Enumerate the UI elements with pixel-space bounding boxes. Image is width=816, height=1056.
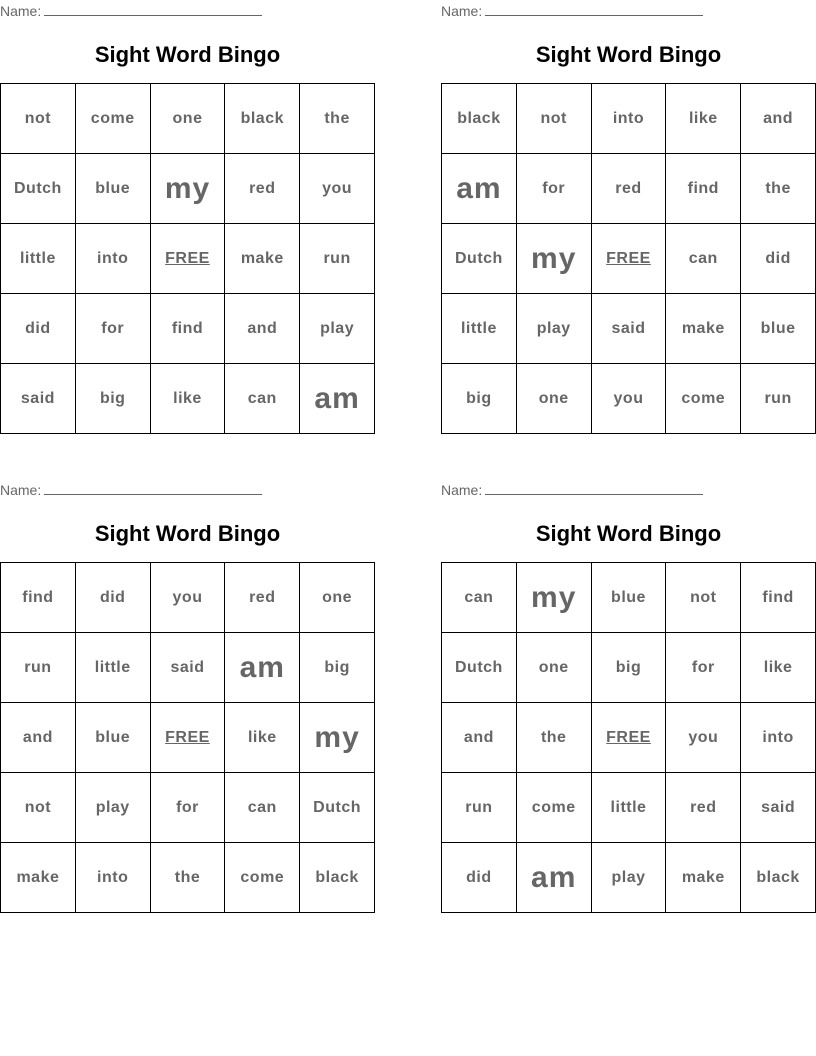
bingo-grid — [0, 83, 375, 434]
bingo-cell[interactable]: make — [666, 294, 741, 364]
bingo-cell[interactable]: not — [1, 773, 76, 843]
bingo-cell[interactable]: run — [442, 773, 517, 843]
bingo-cell[interactable]: blue — [741, 294, 816, 364]
card-title: Sight Word Bingo — [535, 521, 722, 546]
bingo-cell[interactable]: black — [300, 843, 375, 913]
bingo-cell[interactable]: make — [225, 224, 300, 294]
bingo-grid — [441, 562, 816, 913]
name-field[interactable] — [441, 482, 703, 498]
bingo-cell[interactable]: Dutch — [442, 224, 517, 294]
bingo-cell[interactable]: red — [666, 773, 741, 843]
name-label: Name: — [0, 482, 42, 498]
bingo-cell[interactable]: the — [741, 154, 816, 224]
name-field[interactable] — [0, 482, 262, 498]
bingo-cell[interactable]: into — [76, 843, 151, 913]
bingo-cell[interactable]: and — [1, 703, 76, 773]
card-title: Sight Word Bingo — [94, 42, 281, 67]
card-title: Sight Word Bingo — [535, 42, 722, 67]
bingo-cell[interactable]: like — [666, 84, 741, 154]
bingo-cell[interactable]: Dutch — [442, 633, 517, 703]
name-field[interactable] — [0, 3, 262, 19]
bingo-cell[interactable]: not — [517, 84, 592, 154]
bingo-cell[interactable]: my — [517, 563, 592, 633]
bingo-cell[interactable]: you — [666, 703, 741, 773]
bingo-cell[interactable]: black — [442, 84, 517, 154]
bingo-cell[interactable]: little — [442, 294, 517, 364]
bingo-cell[interactable]: find — [741, 563, 816, 633]
bingo-cell[interactable]: blue — [76, 703, 151, 773]
bingo-cell[interactable]: and — [442, 703, 517, 773]
bingo-cell[interactable]: for — [517, 154, 592, 224]
bingo-cell[interactable]: blue — [76, 154, 151, 224]
bingo-cell[interactable]: little — [1, 224, 76, 294]
card-title: Sight Word Bingo — [94, 521, 281, 546]
name-label: Name: — [441, 482, 483, 498]
bingo-cell[interactable]: and — [741, 84, 816, 154]
bingo-cell[interactable]: for — [666, 633, 741, 703]
bingo-cell[interactable]: the — [300, 84, 375, 154]
bingo-cell[interactable]: black — [225, 84, 300, 154]
bingo-cell[interactable]: come — [225, 843, 300, 913]
bingo-cell[interactable]: did — [1, 294, 76, 364]
bingo-cell[interactable]: play — [300, 294, 375, 364]
bingo-cell[interactable]: can — [225, 773, 300, 843]
bingo-cell[interactable]: my — [300, 703, 375, 773]
bingo-cell[interactable]: said — [1, 364, 76, 434]
bingo-cell[interactable]: little — [76, 633, 151, 703]
bingo-cell[interactable]: big — [76, 364, 151, 434]
bingo-cell[interactable]: can — [225, 364, 300, 434]
bingo-cell[interactable]: run — [1, 633, 76, 703]
bingo-cell[interactable]: find — [1, 563, 76, 633]
bingo-cell[interactable]: am — [442, 154, 517, 224]
bingo-cell[interactable]: not — [666, 563, 741, 633]
bingo-grid — [0, 562, 375, 913]
bingo-card-1 — [0, 0, 376, 435]
bingo-cell[interactable]: play — [76, 773, 151, 843]
name-underline[interactable] — [44, 3, 262, 16]
bingo-cell[interactable]: did — [442, 843, 517, 913]
bingo-cell[interactable]: said — [592, 294, 667, 364]
bingo-cell[interactable]: can — [666, 224, 741, 294]
bingo-cell[interactable]: blue — [592, 563, 667, 633]
name-underline[interactable] — [485, 3, 703, 16]
bingo-cell[interactable]: run — [741, 364, 816, 434]
bingo-card-2 — [441, 0, 816, 435]
bingo-cell[interactable]: not — [1, 84, 76, 154]
bingo-cell[interactable]: said — [151, 633, 226, 703]
name-label: Name: — [0, 3, 42, 19]
bingo-cell[interactable]: for — [76, 294, 151, 364]
bingo-cell[interactable]: play — [592, 843, 667, 913]
bingo-cell[interactable]: one — [517, 633, 592, 703]
bingo-cell[interactable]: you — [592, 364, 667, 434]
bingo-cell[interactable]: am — [517, 843, 592, 913]
bingo-cell[interactable]: Dutch — [1, 154, 76, 224]
bingo-cell[interactable]: red — [225, 154, 300, 224]
bingo-cell[interactable]: you — [300, 154, 375, 224]
bingo-cell[interactable]: one — [151, 84, 226, 154]
bingo-cell[interactable]: my — [151, 154, 226, 224]
name-underline[interactable] — [485, 482, 703, 495]
bingo-cell[interactable]: into — [592, 84, 667, 154]
bingo-cell[interactable]: like — [225, 703, 300, 773]
bingo-cell[interactable]: like — [151, 364, 226, 434]
name-field[interactable] — [441, 3, 703, 19]
bingo-cell[interactable]: the — [517, 703, 592, 773]
bingo-cell[interactable]: come — [76, 84, 151, 154]
bingo-cell[interactable]: red — [225, 563, 300, 633]
bingo-cell[interactable]: come — [517, 773, 592, 843]
free-space[interactable]: FREE — [151, 224, 226, 294]
name-underline[interactable] — [44, 482, 262, 495]
free-space[interactable]: FREE — [151, 703, 226, 773]
bingo-cell[interactable]: into — [741, 703, 816, 773]
free-space[interactable]: FREE — [592, 224, 667, 294]
bingo-cell[interactable]: play — [517, 294, 592, 364]
bingo-cell[interactable]: Dutch — [300, 773, 375, 843]
bingo-cell[interactable]: like — [741, 633, 816, 703]
bingo-cell[interactable]: did — [741, 224, 816, 294]
bingo-cell[interactable]: one — [300, 563, 375, 633]
bingo-cell[interactable]: for — [151, 773, 226, 843]
bingo-cell[interactable]: am — [300, 364, 375, 434]
bingo-cell[interactable]: into — [76, 224, 151, 294]
bingo-cell[interactable]: big — [592, 633, 667, 703]
bingo-cell[interactable]: make — [1, 843, 76, 913]
bingo-cell[interactable]: big — [300, 633, 375, 703]
bingo-cell[interactable]: you — [151, 563, 226, 633]
free-space[interactable]: FREE — [592, 703, 667, 773]
bingo-card-3 — [0, 479, 376, 914]
bingo-cell[interactable]: the — [151, 843, 226, 913]
bingo-cell[interactable]: black — [741, 843, 816, 913]
bingo-cell[interactable]: and — [225, 294, 300, 364]
bingo-cell[interactable]: run — [300, 224, 375, 294]
bingo-cell[interactable]: come — [666, 364, 741, 434]
bingo-card-4 — [441, 479, 816, 914]
bingo-cell[interactable]: little — [592, 773, 667, 843]
bingo-cell[interactable]: said — [741, 773, 816, 843]
bingo-cell[interactable]: big — [442, 364, 517, 434]
name-label: Name: — [441, 3, 483, 19]
bingo-cell[interactable]: my — [517, 224, 592, 294]
bingo-grid — [441, 83, 816, 434]
bingo-cell[interactable]: did — [76, 563, 151, 633]
bingo-cell[interactable]: find — [151, 294, 226, 364]
bingo-cell[interactable]: am — [225, 633, 300, 703]
bingo-cell[interactable]: red — [592, 154, 667, 224]
bingo-cell[interactable]: one — [517, 364, 592, 434]
bingo-cell[interactable]: find — [666, 154, 741, 224]
bingo-cell[interactable]: make — [666, 843, 741, 913]
bingo-cell[interactable]: can — [442, 563, 517, 633]
